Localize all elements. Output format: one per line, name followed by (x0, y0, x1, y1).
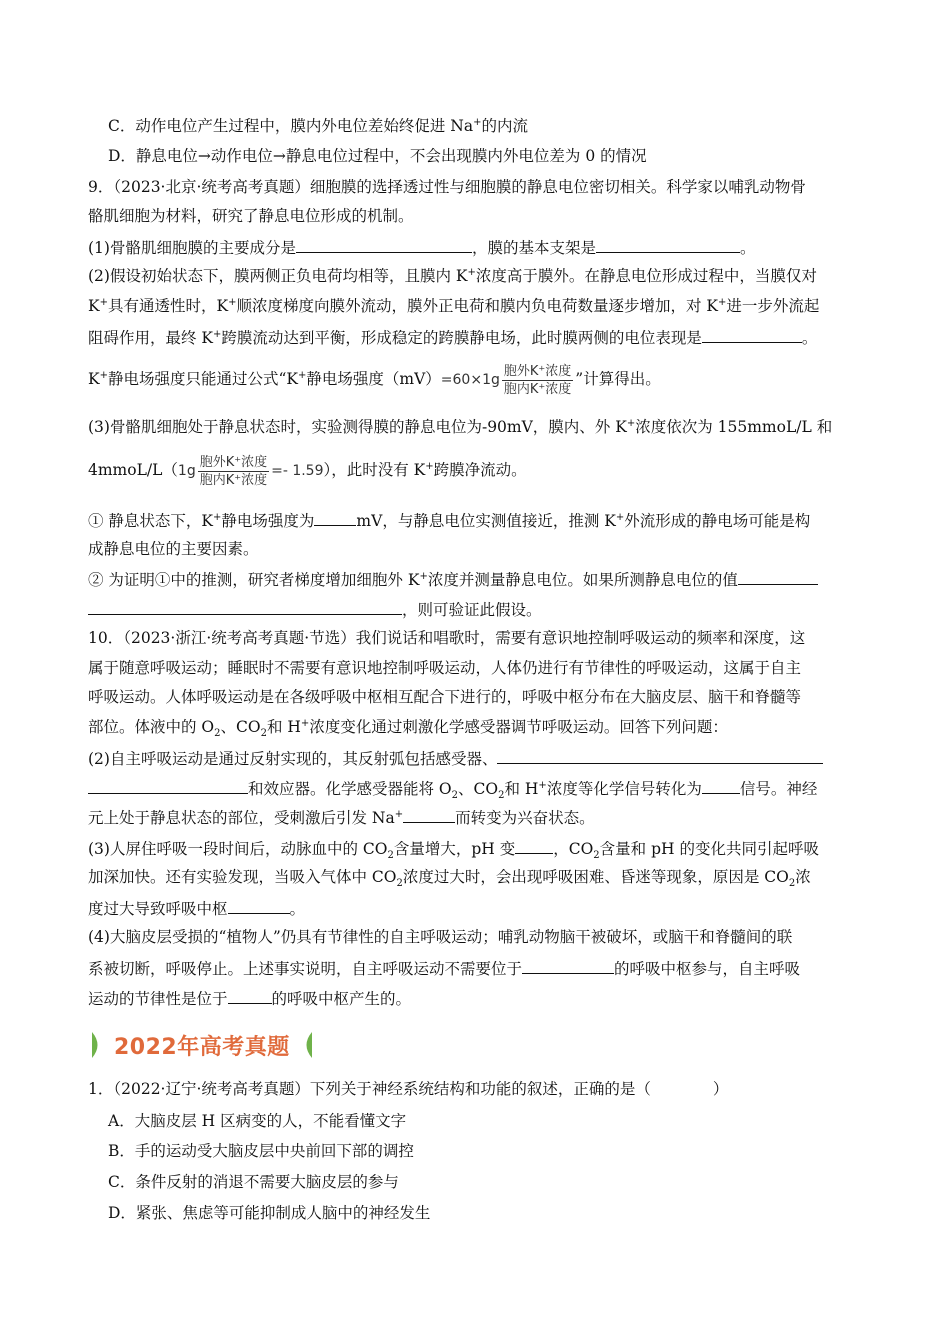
superscript: + (419, 570, 428, 582)
text: ，膜的基本支架是 (471, 239, 596, 257)
text: 浓度并测量静息电位。如果所测静息电位的值 (427, 571, 738, 589)
text: 9．（2023·北京·统考高考真题）细胞膜的选择透过性与细胞膜的静息电位密切相关。科学家以哺乳动物骨 (88, 178, 806, 196)
text: 骼肌细胞为材料，研究了静息电位形成的机制。 (88, 207, 414, 225)
text: 和 H (504, 780, 539, 798)
superscript: + (99, 296, 108, 308)
formula-log: 1g (177, 463, 196, 479)
text: mV，与静息电位实测值接近，推测 K (356, 512, 616, 530)
answer-blank[interactable] (228, 987, 272, 1004)
text: 浓度高于膜外。在静息电位形成过程中，当膜仅对 (475, 267, 817, 285)
question-10-stem-line3 (88, 687, 801, 707)
text: 浓度过大时，会出现呼吸困难、昏迷等现象，原因是 CO (402, 868, 789, 886)
subscript: 2 (387, 850, 394, 862)
question-9-sub1-line2 (88, 539, 259, 559)
text: ），此时没有 K (323, 461, 426, 479)
text: 、CO (220, 718, 261, 736)
formula-fraction (502, 363, 573, 398)
text: ① 静息状态下，K (88, 512, 214, 530)
question-10-part3-line3 (88, 897, 305, 919)
text: 属于随意呼吸运动；睡眠时不需要有意识地控制呼吸运动，人体仍进行有节律性的呼吸运动，这属于自主 (88, 659, 802, 677)
fraction-denominator: 胞内K⁺浓度 (199, 472, 268, 488)
option-d[interactable] (108, 1203, 430, 1223)
text: 4mmoL/L（ (88, 461, 178, 479)
text: 具有通透性时，K (107, 297, 229, 315)
section-title: 2022年高考真题 (114, 1034, 290, 1060)
text: 跨膜净流动。 (433, 461, 527, 479)
superscript: + (394, 808, 404, 820)
question-9-stem-line1 (88, 177, 806, 197)
text: 浓度变化通过刺激化学感受器调节呼吸运动。回答下列问题： (309, 718, 728, 736)
superscript: + (717, 296, 727, 308)
option-c-line (108, 116, 528, 136)
text: B．手的运动受大脑皮层中央前回下部的调控 (108, 1142, 414, 1160)
text: 静电场强度（mV） (306, 370, 441, 388)
text: ② 为证明①中的推测，研究者梯度增加细胞外 K (88, 571, 420, 589)
text: 和效应器。化学感受器能将 O (248, 780, 452, 798)
text: A．大脑皮层 H 区病变的人，不能看懂文字 (108, 1112, 407, 1130)
text: 的内流 (481, 117, 528, 135)
question-9-formula-line (88, 360, 661, 398)
subscript: 2 (593, 850, 600, 862)
question-9-sub2-line2 (88, 598, 542, 620)
superscript: + (99, 369, 108, 381)
text: 元上处于静息状态的部位，受刺激后引发 Na (88, 809, 395, 827)
text: 跨膜流动达到平衡，形成稳定的跨膜静电场，此时膜两侧的电位表现是 (221, 329, 702, 347)
superscript: + (626, 417, 636, 429)
text: 。 (289, 900, 306, 918)
question-9-part2-line3 (88, 326, 817, 348)
text: 呼吸运动。人体呼吸运动是在各级呼吸中枢相互配合下进行的，呼吸中枢分布在大脑皮层、脑干和脊髓等 (88, 688, 802, 706)
superscript: + (228, 296, 237, 308)
option-b[interactable] (108, 1141, 414, 1161)
text: 。 (801, 329, 818, 347)
text: (3)人屏住呼吸一段时间后，动脉血中的 CO (88, 840, 388, 858)
question-9-part1 (88, 236, 756, 258)
question-10-part2-line2 (88, 777, 818, 802)
text: 部位。体液中的 O (88, 718, 215, 736)
text: 度过大导致呼吸中枢 (88, 900, 228, 918)
question-9-part3-line1 (88, 417, 832, 437)
text: K (88, 370, 100, 388)
text: 。 (739, 239, 756, 257)
text: (3)骨骼肌细胞处于静息状态时，实验测得膜的静息电位为-90mV，膜内、外 K (88, 418, 627, 436)
text: 1．（2022·辽宁·统考高考真题）下列关于神经系统结构和功能的叙述，正确的是（ ） (88, 1080, 729, 1098)
text: 、CO (458, 780, 499, 798)
subscript: 2 (451, 790, 459, 802)
text: 而转变为兴奋状态。 (455, 809, 595, 827)
text: C．条件反射的消退不需要大脑皮层的参与 (108, 1173, 399, 1191)
option-c[interactable] (108, 1172, 399, 1192)
question-9-stem-line2 (88, 206, 414, 226)
answer-blank[interactable] (314, 509, 356, 526)
subscript: 2 (788, 878, 796, 890)
subscript: 2 (260, 728, 267, 740)
superscript: + (467, 266, 476, 278)
question-10-part3-line2 (88, 867, 811, 890)
question-10-stem-line4 (88, 717, 728, 740)
answer-blank[interactable] (88, 777, 248, 794)
fraction-numerator: 胞外K⁺浓度 (503, 363, 572, 379)
text: (2)假设初始状态下，膜两侧正负电荷均相等，且膜内 K (88, 267, 468, 285)
text: 的呼吸中枢参与，自主呼吸 (614, 960, 801, 978)
text: 浓度依次为 155mmoL/L 和 (635, 418, 833, 436)
question-10-part3-line1 (88, 837, 819, 862)
question-10-part2-line3 (88, 806, 595, 828)
text: 成静息电位的主要因素。 (88, 540, 259, 558)
answer-blank[interactable] (738, 568, 818, 585)
formula-value: =- 1.59 (271, 463, 324, 479)
answer-blank[interactable] (702, 326, 802, 343)
superscript: + (473, 116, 482, 128)
text: 顺浓度梯度向膜外流动，膜外正电荷和膜内负电荷数量逐步增加，对 K (236, 297, 718, 315)
option-d-line (108, 146, 647, 166)
superscript: + (300, 717, 310, 729)
superscript: + (615, 511, 625, 523)
text: (2)自主呼吸运动是通过反射实现的，其反射弧包括感受器、 (88, 750, 498, 768)
leaf-icon (300, 1030, 314, 1060)
subscript: 2 (396, 878, 403, 890)
answer-blank[interactable] (702, 777, 740, 794)
text: 浓度等化学信号转化为 (546, 780, 702, 798)
fraction-numerator: 胞外K⁺浓度 (199, 454, 268, 470)
formula-coefficient: =60×1g (440, 372, 500, 388)
subscript: 2 (214, 728, 221, 740)
section-banner (90, 1027, 314, 1063)
text: ，CO (553, 840, 594, 858)
question-10-part4-line2 (88, 957, 800, 979)
text: 10．（2023·浙江·统考高考真题·节选）我们说话和唱歌时，需要有意识地控制呼吸运动的频率和深度，这 (88, 629, 806, 647)
subscript: 2 (498, 790, 505, 802)
formula-fraction (198, 454, 269, 489)
question-10-stem-line1 (88, 628, 805, 648)
superscript: + (425, 460, 434, 472)
answer-blank[interactable] (403, 806, 455, 823)
fraction-denominator: 胞内K⁺浓度 (503, 381, 572, 397)
text: D．静息电位→动作电位→静息电位过程中，不会出现膜内外电位差为 0 的情况 (108, 147, 647, 165)
text: ”计算得出。 (575, 370, 661, 388)
question-10-part2-line1 (88, 747, 823, 769)
question-9-part2-line2 (88, 296, 819, 316)
text: 静电场强度只能通过公式“K (107, 370, 298, 388)
leaf-icon (90, 1030, 104, 1060)
text: (1)骨骼肌细胞膜的主要成分是 (88, 239, 296, 257)
text: 信号。神经 (739, 780, 818, 798)
text: 静电场强度为 (221, 512, 315, 530)
question-10-part4-line3 (88, 987, 411, 1009)
text: 的呼吸中枢产生的。 (271, 990, 412, 1008)
superscript: + (213, 328, 222, 340)
question-1-stem (88, 1079, 728, 1099)
question-9-sub2-line1 (88, 568, 818, 590)
text: D．紧张、焦虑等可能抑制成人脑中的神经发生 (108, 1204, 431, 1222)
text: 和 H (266, 718, 301, 736)
superscript: + (298, 369, 307, 381)
answer-blank[interactable] (522, 957, 614, 974)
answer-blank[interactable] (497, 747, 823, 764)
answer-blank[interactable] (596, 236, 740, 253)
question-10-part4-line1 (88, 927, 792, 947)
option-a[interactable] (108, 1111, 406, 1131)
answer-blank[interactable] (88, 598, 402, 615)
answer-blank[interactable] (515, 837, 553, 854)
answer-blank[interactable] (228, 897, 290, 914)
question-10-stem-line2 (88, 658, 801, 678)
text: 阻碍作用，最终 K (88, 329, 214, 347)
text: 外流形成的静电场可能是构 (624, 512, 811, 530)
text: (4)大脑皮层受损的“植物人”仍具有节律性的自主呼吸运动；哺乳动物脑干被破坏，或脑干和脊髓间的联 (88, 928, 793, 946)
text: 浓 (795, 868, 811, 886)
answer-blank[interactable] (296, 236, 472, 253)
question-9-sub1-line1 (88, 509, 810, 531)
text: 进一步外流起 (726, 297, 820, 315)
text: C．动作电位产生过程中，膜内外电位差始终促进 Na (108, 117, 474, 135)
question-9-part2-line1 (88, 266, 817, 286)
text: 含量增大，pH 变 (393, 840, 516, 858)
superscript: + (538, 779, 547, 791)
text: ，则可验证此假设。 (402, 601, 542, 619)
text: 运动的节律性是位于 (88, 990, 228, 1008)
text: 加深加快。还有实验发现，当吸入气体中 CO (88, 868, 397, 886)
text: 系被切断，呼吸停止。上述事实说明，自主呼吸运动不需要位于 (88, 960, 523, 978)
question-9-part3-line2 (88, 451, 527, 489)
superscript: + (213, 511, 222, 523)
text: 含量和 pH 的变化共同引起呼吸 (599, 840, 819, 858)
text: K (88, 297, 100, 315)
